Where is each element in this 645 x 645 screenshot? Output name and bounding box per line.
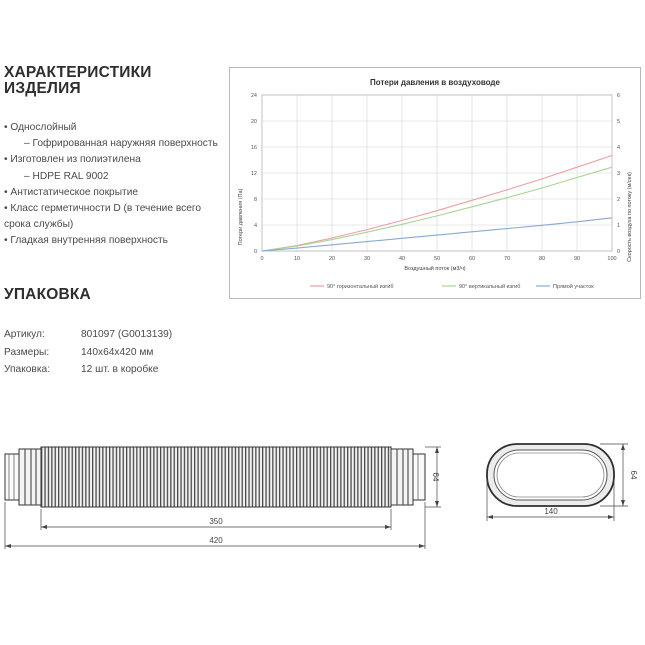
duct-side-view xyxy=(5,447,425,507)
x-tick-label: 60 xyxy=(468,256,476,262)
x-tick-label: 10 xyxy=(293,256,301,262)
dim-width-end: 140 xyxy=(544,507,558,516)
feature-item: срока службы) xyxy=(4,219,74,231)
packing-title: УПАКОВКА xyxy=(4,286,91,303)
feature-item: – Гофрированная наружняя поверхность xyxy=(24,138,218,150)
x-tick-label: 50 xyxy=(433,256,441,262)
dim-height-end: 64 xyxy=(629,470,638,480)
x-tick-label: 80 xyxy=(538,256,546,262)
features-list xyxy=(4,120,218,250)
y2-tick-label: 3 xyxy=(617,171,621,177)
feature-item: • Класс герметичности D (в течение всего xyxy=(4,203,202,215)
features-title-line2: ИЗДЕЛИЯ xyxy=(4,80,81,97)
x-tick-label: 40 xyxy=(398,256,406,262)
spec-label: Артикул: xyxy=(4,329,45,340)
spec-value: 801097 (G0013139) xyxy=(81,329,173,340)
y2-tick-label: 4 xyxy=(617,145,621,151)
legend-label: 90° горизонтальный изгиб xyxy=(327,284,394,290)
y2-tick-label: 0 xyxy=(617,249,621,255)
spec-row-pack xyxy=(4,361,172,379)
feature-item: • Антистатическое покрытие xyxy=(4,186,139,198)
spec-value: 12 шт. в коробке xyxy=(81,364,159,375)
spec-row-size xyxy=(4,344,172,362)
dim-length-inner: 350 xyxy=(209,517,223,526)
y2-tick-label: 6 xyxy=(617,93,621,99)
y-tick-label: 24 xyxy=(250,93,257,99)
y-tick-label: 16 xyxy=(250,145,257,151)
legend-label: Прямой участок xyxy=(553,284,594,290)
y-axis-label: Потери давления (Па) xyxy=(238,188,244,246)
features-title xyxy=(4,65,152,97)
features-title-line1: ХАРАКТЕРИСТИКИ xyxy=(4,64,152,81)
pressure-loss-chart xyxy=(229,67,641,299)
legend-label: 90° вертикальный изгиб xyxy=(459,284,521,290)
y-tick-label: 8 xyxy=(253,197,257,203)
technical-drawing xyxy=(0,420,645,560)
feature-item: • Гладкая внутренняя поверхность xyxy=(4,235,168,247)
y2-tick-label: 2 xyxy=(617,197,621,203)
x-tick-label: 20 xyxy=(328,256,336,262)
chart-svg xyxy=(230,68,640,298)
y-tick-label: 4 xyxy=(253,223,257,229)
duct-end-view xyxy=(487,444,614,506)
feature-item: • Однослойный xyxy=(4,122,77,133)
x-tick-label: 90 xyxy=(573,256,581,262)
x-axis-label: Воздушный поток (м3/ч) xyxy=(404,266,466,272)
feature-item: • Изготовлен из полиэтилена xyxy=(4,154,141,166)
x-tick-label: 0 xyxy=(260,256,264,262)
y2-tick-label: 5 xyxy=(617,119,621,125)
x-tick-label: 30 xyxy=(363,256,371,262)
spec-label: Размеры: xyxy=(4,346,50,358)
spec-label: Упаковка: xyxy=(4,364,51,375)
y2-tick-label: 1 xyxy=(617,223,621,229)
y-tick-label: 0 xyxy=(253,249,257,255)
dim-height-side: 64 xyxy=(431,472,440,482)
y-tick-label: 12 xyxy=(250,171,257,177)
spec-table xyxy=(4,326,172,379)
x-tick-label: 70 xyxy=(503,256,511,262)
dim-length-total: 420 xyxy=(209,536,223,545)
chart-title: Потери давления в воздуховоде xyxy=(370,78,500,87)
y2-axis-label: Скорость воздуха по потоку (м/сек) xyxy=(627,172,633,262)
x-tick-label: 100 xyxy=(607,256,617,262)
y-tick-label: 20 xyxy=(250,119,257,125)
spec-row-article xyxy=(4,326,172,344)
feature-item: – HDPE RAL 9002 xyxy=(24,170,109,182)
spec-value: 140x64x420 мм xyxy=(81,346,154,358)
